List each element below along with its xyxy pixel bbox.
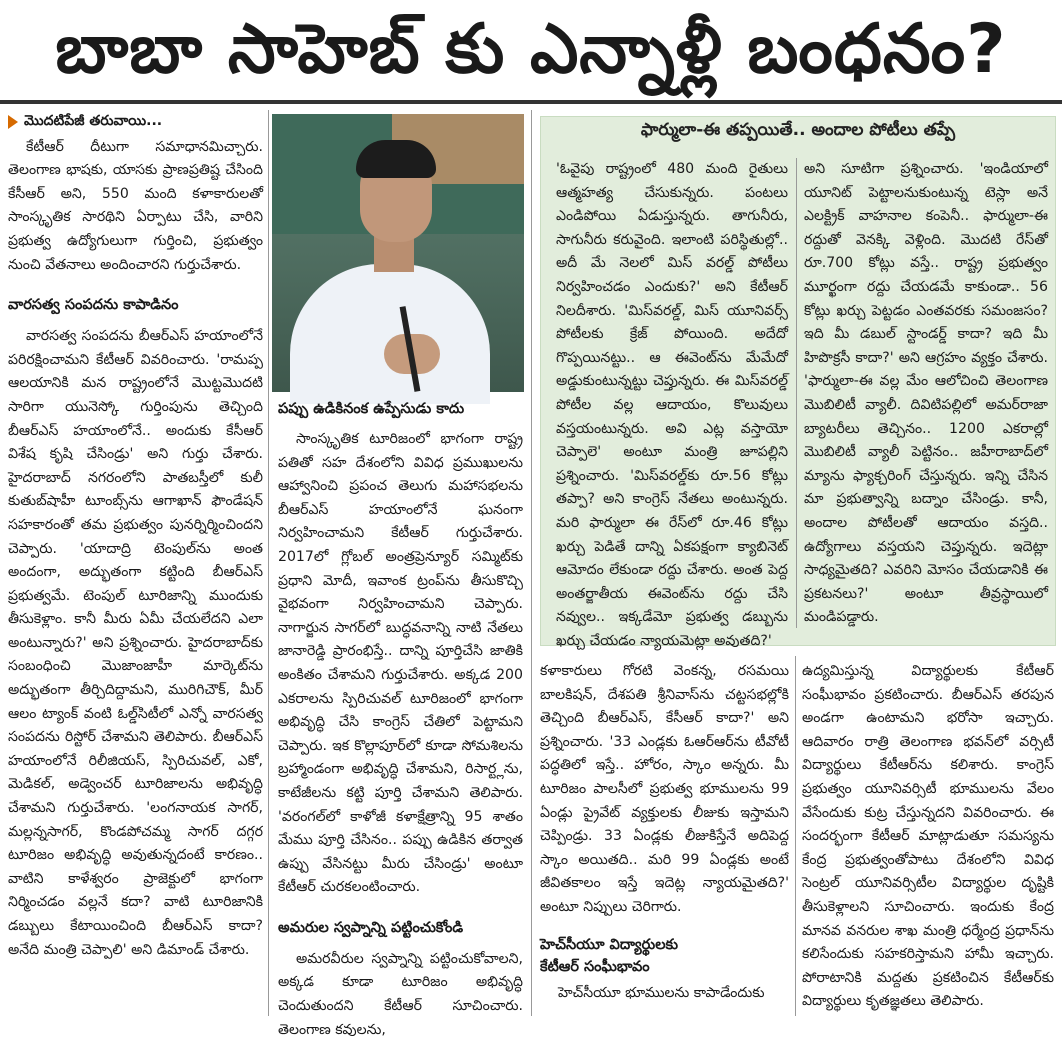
box-column-2 (804, 158, 1048, 630)
box-title: ఫార్ములా-ఈ తప్పయితే.. అందాల పోటీలు తప్పే (640, 120, 956, 140)
column-divider (795, 656, 796, 1016)
kicker-label: మొదటిపేజీ తరువాయి... (24, 113, 163, 129)
subheading (540, 920, 789, 982)
headline: బాబా సాహెబ్ కు ఎన్నాళ్లీ బంధనం? (0, 0, 1062, 104)
paragraph: ఉద్యమిస్తున్న విద్యార్థులకు కేటీఆర్ సంఘీభావం ప్రకటించారు. బీఆర్ఎస్ తరపున అండగా ఉంటామని భరోసా ఇచ్చారు. ఆదివారం రాత్రి తెలంగాణ భవన్‌లో వర్సిటీ విద్యార్థులు కేటీఆర్‌ను కలిశారు. కాంగ్రెస్ ప్రభుత్వం యూనివర్సిటీ భూములను వేలం వేసేందుకు కుట్ర చేస్తున్నదని వివరించారు. ఈ సందర్భంగా కేటీఆర్ మాట్లాడుతూ సమస్యను కేంద్ర ప్రభుత్వంతోపాటు దేశంలోని వివిధ సెంట్రల్ యూనివర్సిటీల విద్యార్థుల దృష్టికి తీసుకెళ్లాలని సూచించారు. ఇందుకు కేంద్ర మానవ వనరుల శాఖ మంత్రి ధర్మేంద్ర ప్రధాన్‌ను కలిసేందుకు సహకరిస్తామని హామీ ఇచ్చారు. పోరాటానికి మద్దతు ప్రకటించిన కేటీఆర్‌కు విద్యార్థులు కృతజ్ఞతలు తెలిపారు. (802, 663, 1054, 1010)
subheading-line-2: కేటీఆర్ సంఘీభావం (540, 958, 650, 975)
column-4 (802, 660, 1054, 1014)
paragraph: హెచ్‌సీయూ భూములను కాపాడేందుకు (558, 984, 765, 1001)
paragraph: 'ఓవైపు రాష్ట్రంలో 480 మంది రైతులు ఆత్మహత్య చేసుకున్నరు. పంటలు ఎండిపోయి ఏడుస్తున్నరు. తాగునీరు, సాగునీరు కరువైంది. ఇలాంటి పరిస్థితుల్లో.. అదీ మే నెలలో మిస్ వరల్డ్ పోటీలు నిర్వహించడం ఎందుకు?' అని కేటీఆర్ నిలదీశారు. 'మిస్‌వరల్డ్, మిస్ యూనివర్స్ పోటీలకు క్రేజ్ పోయింది. అదేదో గొప్పయినట్టు.. ఆ ఈవెంట్‌ను మేమేదో అడ్డుకుంటున్నట్టు చెప్తున్నరు. ఈ మిస్‌వరల్డ్ పోటీల వల్ల ఆదాయం, కొలువులు వస్తయంటున్నరు. అవి ఎట్ల వస్తాయో చెప్పాలె' అంటూ మంత్రి జూపల్లిని ప్రశ్నించారు. 'మిస్‌వరల్డ్‌కు రూ.56 కోట్లు తప్పా? అని కాంగ్రెస్ నేతలు అంటున్నరు. మరి ఫార్ములా ఈ రేస్‌లో రూ.46 కోట్లు ఖర్చు పెడితే దాన్ని ఏకపక్షంగా క్యాబినెట్ ఆమోదం లేకుండా రద్దు చేశారు. అంత పెద్ద అంతర్జాతీయ ఈవెంట్‌ను రద్దు చేసి నవ్వుల.. ఇక్కడేమో ప్రభుత్వ డబ్బును ఖర్చు చేయడం న్యాయమెట్లా అవుతది?' (556, 161, 788, 649)
paragraph: సాంస్కృతిక టూరిజంలో భాగంగా రాష్ట్ర పతితో సహ దేశంలోని వివిధ ప్రముఖులను ఆహ్వానించి ప్రపంచ తెలుగు మహాసభలను బీఆర్ఎస్ హయాంలోనే ఘనంగా నిర్వహించామని కేటీఆర్ గుర్తుచేశారు. 2017లో గ్లోబల్ అంత్రప్రెన్యూర్ సమ్మిట్‌కు ప్రధాని మోదీ, ఇవాంక ట్రంప్‌ను తీసుకొచ్చి వైభవంగా నిర్వహించామని చెప్పారు. నాగార్జున సాగర్‌లో బుద్ధవనాన్ని నాటి నేతలు జానారెడ్డి ప్రారంభిస్తే.. దాన్ని పూర్తిచేసి జాతికి అంకితం చేశామని గుర్తుచేశారు. అక్కడ 200 ఎకరాలను స్పిరిచువల్ టూరిజంలో భాగంగా అభివృద్ధి చేసి కాంగ్రెస్ చేతిలో పెట్టామని చెప్పారు. ఇక కొల్లాపూర్‌లో కూడా సోమశిలను బ్రహ్మాండంగా అభివృద్ధి చేశామని, రిసార్ట్లను, కాటేజీలను కట్టి పూర్తి చేశామని తెలిపారు. 'వరంగల్‌లో కాళోజీ కళాక్షేత్రాన్ని 95 శాతం మేము పూర్తి చేసినం.. పప్పు ఉడికిన తర్వాత ఉప్పు వేసినట్టు మీరు చేసిండ్రు' అంటూ కేటీఆర్ చురకలంటించారు. (278, 431, 523, 896)
continuation-kicker (8, 110, 263, 134)
paragraph: కేటీఆర్ దీటుగా సమాధానమిచ్చారు. తెలంగాణ భాషకు, యాసకు ప్రాణప్రతిష్ట చేసింది కేసీఆర్ అని, 550 మంది కళాకారులతో సాంస్కృతిక సారథిని ఏర్పాటు చేసి, వారిని ప్రభుత్వ ఉద్యోగులుగా గుర్తించి, ప్రభుత్వం నుంచి వేతనాలు అందించారని గుర్తుచేశారు. (8, 138, 263, 273)
ktr-speaking-photo (272, 114, 524, 392)
column-3 (540, 660, 789, 1005)
box-column-1 (556, 158, 788, 653)
subheading: అమరుల స్వప్నాన్ని పట్టించుకోండి (278, 919, 464, 936)
column-1 (8, 110, 263, 962)
column-2 (278, 428, 523, 1042)
column-divider (268, 110, 269, 1016)
paragraph: అమరవీరుల స్వప్నాన్ని పట్టించుకోవాలని, అక్కడ కూడా టూరిజం అభివృద్ధి చెందుతుందని కేటీఆర్ సూచించారు. తెలంగాణ కవులను, (278, 950, 523, 1038)
paragraph: వారసత్వ సంపదను బీఆర్ఎస్ హయాంలోనే పరిరక్షించామని కేటీఆర్ వివరించారు. 'రామప్ప ఆలయానికి మన రాష్ట్రంలోనే మొట్టమొదటి సారిగా యునెస్కో గుర్తింపును తెచ్చింది బీఆర్ఎస్ హయాంలోనే.. అందుకు కేసీఆర్ విశేష కృషి చేసిండ్రు' అని గుర్తు చేశారు. హైదరాబాద్ నగరంలోని పాతబస్తీలో కులీ కుతుబ్‌షాహీ టూంబ్స్‌ను ఆగాఖాన్ ఫౌండేషన్ సహకారంతో తమ ప్రభుత్వం పునర్నిర్మించిందని చెప్పారు. 'యాదాద్రి టెంపుల్‌ను అంత అందంగా, అద్భుతంగా కట్టింది బీఆర్ఎస్ ప్రభుత్వమే. టెంపుల్ టూరిజాన్ని ముందుకు తీసుకెళ్లాం. కానీ మీరు ఏమీ చేయలేదని ఎలా అంటున్నారు?' అని ప్రశ్నించారు. హైదరాబాద్‌కు సంబంధించి మొజాంజాహీ మార్కెట్‌ను అద్భుతంగా తీర్చిదిద్దామని, మురిగిచౌక్, మీర్ ఆలం ట్యాంక్ వంటి ఓల్డ్‌సిటీలో ఎన్నో వారసత్వ సంపదను రిస్టోర్ చేశామని తెలిపారు. బీఆర్ఎస్ హయాంలోనే రిలీజియస్, స్పిరిచువల్, ఎకో, మెడికల్, అడ్వెంచర్ టూరిజాలను అభివృద్ధి చేశామని గుర్తుచేశారు. 'లంగనాయక సాగర్, మల్లన్నసాగర్, కొండపోచమ్మ సాగర్ దగ్గర టూరిజం అభివృద్ధి అవుతున్నదంటే కారణం.. వాటిని కాళేశ్వరం ప్రాజెక్టులో భాగంగా నిర్మించడం వల్లనే కదా? వాటి టూరిజానికి డబ్బులు కేటాయించింది బీఆర్ఎస్ కాదా? అనేది మంత్రి చెప్పాలి' అని డిమాండ్ చేశారు. (8, 328, 263, 958)
paragraph: కళాకారులు గోరటి వెంకన్న, రసమయి బాలకిషన్, దేశపతి శ్రీనివాస్‌ను చట్టసభల్లోకి తెచ్చింది బీఆర్ఎస్, కేసీఆర్ కాదా?' అని ప్రశ్నించారు. '33 ఎండ్లకు ఓఆర్ఆర్‌ను టీవోటీ పద్ధతిలో ఇస్తే.. హోరం, స్కాం అన్నరు. మీ టూరిజం పాలసీలో ప్రభుత్వ భూములను 99 ఏండ్లు ప్రైవేట్ వ్యక్తులకు లీజుకు ఇస్తామని చెప్పిండ్రు. 33 ఏండ్లకు లీజుకిస్తేనే అదిపెద్ద స్కాం అయితది.. మరి 99 ఏండ్లకు అంటే జీవితకాలం ఇస్తే ఇదెట్ల న్యాయమైతది?' అంటూ నిప్పులు చెరిగారు. (540, 663, 789, 915)
arrow-icon (8, 115, 18, 129)
photo-caption: పప్పు ఉడికినంక ఉప్పేసుడు కాదు (278, 401, 465, 417)
box-divider (796, 158, 797, 628)
column-divider (531, 110, 532, 1016)
subheading: వారసత్వ సంపదను కాపాడినం (8, 297, 179, 314)
paragraph: అని సూటిగా ప్రశ్నించారు. 'ఇండియాలో యూనిట్ పెట్టాలనుకుంటున్న టెస్లా అనే ఎలక్ట్రిక్ వాహనాల కంపెనీ.. ఫార్ములా-ఈ రద్దుతో వెనక్కి వెళ్లింది. మొదటి రేస్‌తో రూ.700 కోట్లు వస్తే.. రాష్ట్ర ప్రభుత్వం మూర్ఖంగా రద్దు చేయడమే కాకుండా.. 56 కోట్లు ఖర్చు పెట్టడం ఎంతవరకు సమంజసం? ఇది మీ డబుల్ స్టాండర్డ్ కాదా? ఇది మీ హిపొక్రసీ కాదా?' అని ఆగ్రహం వ్యక్తం చేశారు. 'ఫార్ములా-ఈ వల్ల మేం ఆలోచించి తెలంగాణ మొబిలిటీ వ్యాలీ. దివిటిపల్లిలో అమర్‌రాజా బ్యాటరీలు తెచ్చినం.. 1200 ఎకరాల్లో మొబిలిటీ వ్యాలీ పెట్టినం.. జహీరాబాద్‌లో మ్యాను ఫ్యాక్చరింగ్ చేస్తున్నరు. ఇన్ని చేసిన మా ప్రభుత్వాన్ని బద్నాం చేసిండ్రు. కానీ, అందాల పోటీలతో ఆదాయం వస్తది.. ఉద్యోగాలు వస్తయని చెప్తున్నరు. ఇదెట్లా సాధ్యమైతది? ఎవరిని మోసం చేయడానికి ఈ ప్రకటనలు?' అంటూ తీవ్రస్థాయిలో మండిపడ్డారు. (804, 161, 1048, 626)
subheading-line-1: హెచ్‌సీయూ విద్యార్థులకు (540, 936, 679, 953)
